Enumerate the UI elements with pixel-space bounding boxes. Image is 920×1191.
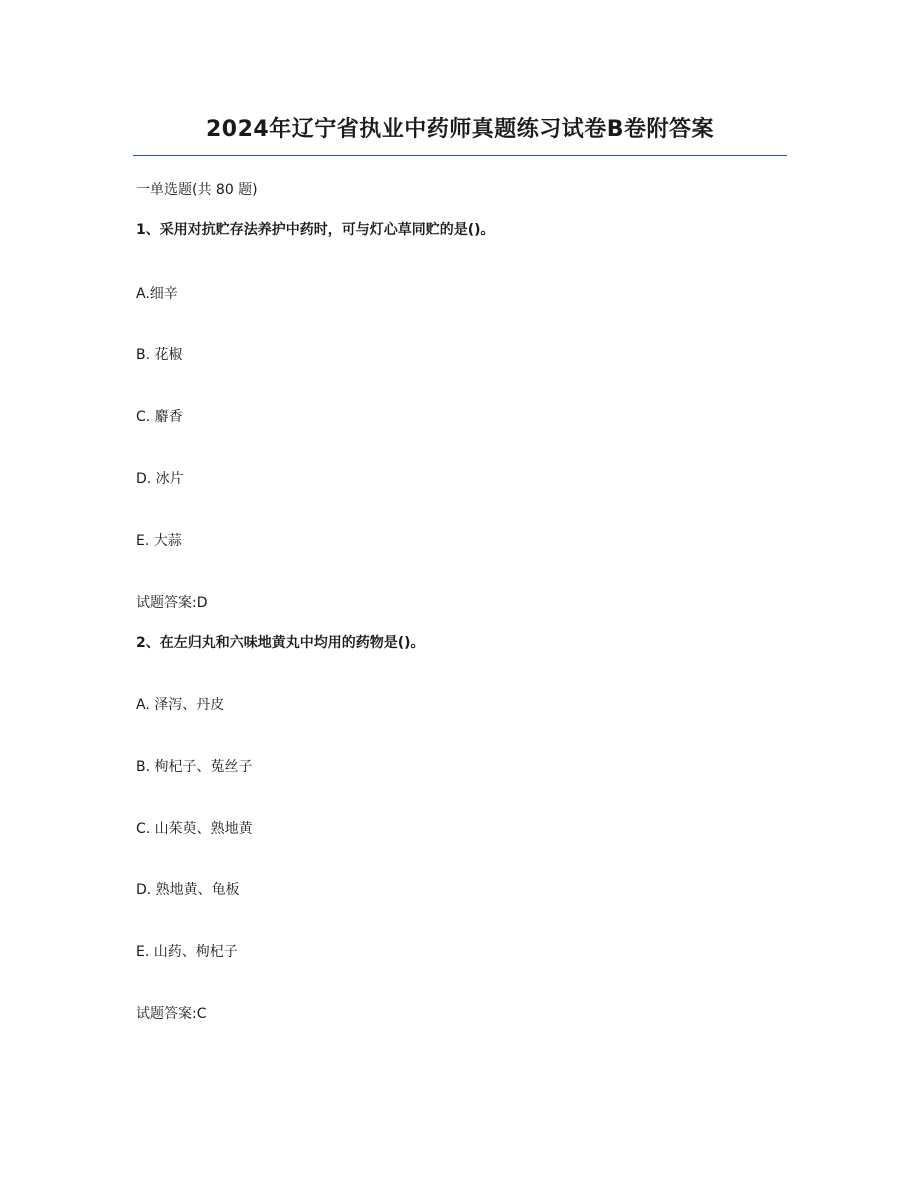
question-2-option-c: C. 山茱萸、熟地黄 (136, 821, 253, 837)
question-2-answer: 试题答案:C (136, 1006, 207, 1022)
question-1-option-e: E. 大蒜 (136, 533, 182, 549)
question-1-stem: 1、采用对抗贮存法养护中药时，可与灯心草同贮的是()。 (136, 222, 495, 238)
question-2-option-d: D. 熟地黄、龟板 (136, 882, 240, 898)
question-1-option-d: D. 冰片 (136, 471, 184, 487)
question-1-option-b: B. 花椒 (136, 347, 183, 363)
question-2-option-a: A. 泽泻、丹皮 (136, 697, 225, 713)
question-2-option-e: E. 山药、枸杞子 (136, 944, 238, 960)
question-2-stem: 2、在左归丸和六味地黄丸中均用的药物是()。 (136, 635, 425, 651)
question-1-option-a: A.细辛 (136, 286, 178, 302)
question-2-option-b: B. 枸杞子、菟丝子 (136, 759, 253, 775)
section-heading: 一单选题(共 80 题) (136, 182, 258, 198)
question-1-answer: 试题答案:D (136, 595, 208, 611)
page-title: 2024年辽宁省执业中药师真题练习试卷B卷附答案 (205, 117, 714, 142)
title-divider (133, 155, 787, 156)
question-1-option-c: C. 麝香 (136, 409, 183, 425)
